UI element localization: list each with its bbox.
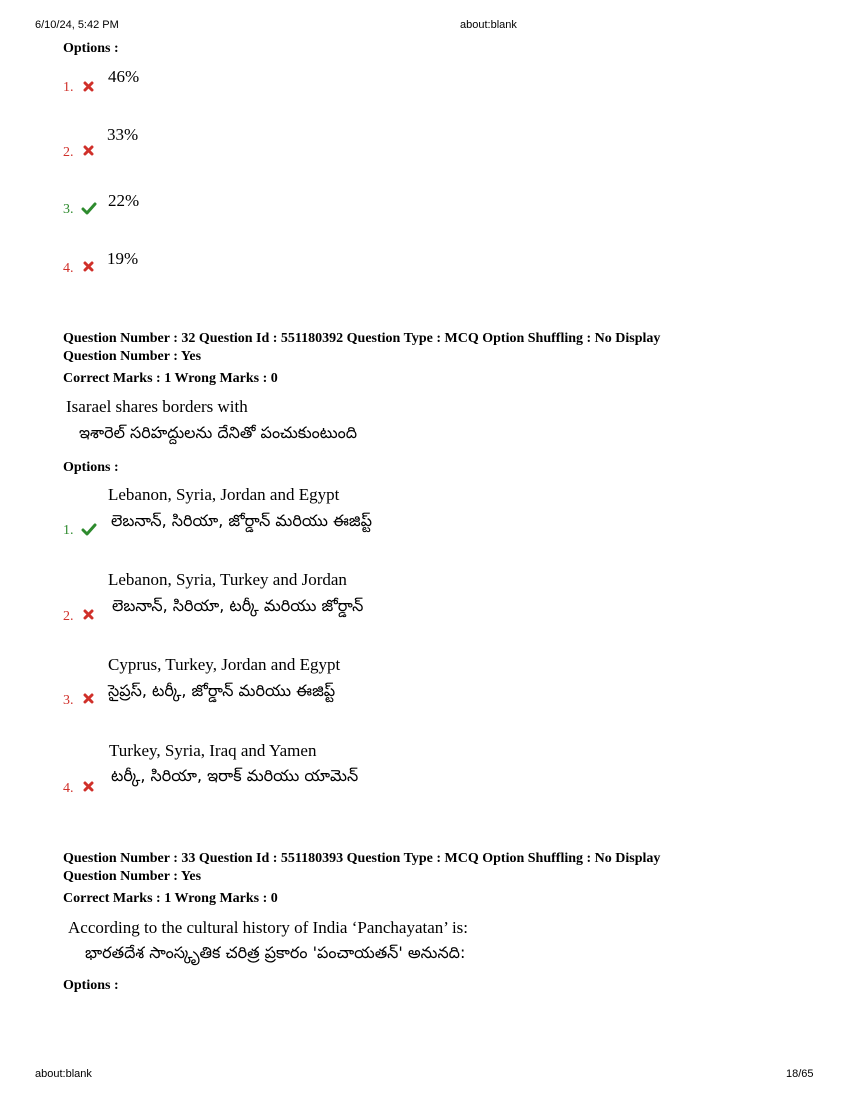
option-number: 1. — [63, 523, 74, 538]
option-text-telugu: సైప్రస్, టర్కీ, జోర్డాన్ మరియు ఈజిప్ట్ — [108, 681, 336, 700]
question-text-telugu: భారతదేశ సాంస్కృతిక చరిత్ర ప్రకారం 'పంచాయతన్' అనునది: — [85, 943, 466, 962]
option-text: 33% — [107, 125, 139, 144]
option-number: 1. — [63, 80, 74, 95]
option-number: 3. — [63, 693, 74, 708]
option-text-telugu: లెబనాన్, సిరియా, టర్కీ మరియు జోర్డాన్ — [112, 596, 364, 615]
options-label: Options : — [63, 41, 119, 56]
option-text-english: Cyprus, Turkey, Jordan and Egypt — [108, 655, 341, 674]
option-text: 19% — [107, 249, 139, 268]
check-icon — [81, 522, 97, 536]
cross-icon — [83, 261, 94, 272]
cross-icon — [83, 81, 94, 92]
options-label: Options : — [63, 978, 119, 993]
print-url-footer: about:blank — [35, 1068, 92, 1080]
question-meta-line1: Question Number : 33 Question Id : 551180393 Question Type : MCQ Option Shuffling : No Display — [63, 851, 661, 866]
option-number: 2. — [63, 145, 74, 160]
question-meta-line1: Question Number : 32 Question Id : 551180392 Question Type : MCQ Option Shuffling : No Display — [63, 331, 661, 346]
option-number: 2. — [63, 609, 74, 624]
question-text-english: Isarael shares borders with — [66, 397, 248, 416]
option-text-english: Lebanon, Syria, Turkey and Jordan — [108, 570, 347, 589]
option-text: 46% — [108, 67, 140, 86]
page-number: 18/65 — [786, 1068, 814, 1080]
question-text-telugu: ఇశారెల్ సరిహద్దులను దేనితో పంచుకుంటుంది — [79, 423, 358, 442]
cross-icon — [83, 609, 94, 620]
question-meta-line2: Question Number : Yes — [63, 869, 202, 884]
option-text: 22% — [108, 191, 140, 210]
question-text-english: According to the cultural history of India ‘Panchayatan’ is: — [68, 918, 469, 937]
check-icon — [81, 201, 97, 215]
option-text-english: Lebanon, Syria, Jordan and Egypt — [108, 485, 340, 504]
option-number: 4. — [63, 261, 74, 276]
option-text-english: Turkey, Syria, Iraq and Yamen — [109, 741, 317, 760]
question-marks: Correct Marks : 1 Wrong Marks : 0 — [63, 371, 278, 386]
cross-icon — [83, 145, 94, 156]
print-datetime: 6/10/24, 5:42 PM — [35, 19, 119, 31]
print-url-header: about:blank — [460, 19, 517, 31]
cross-icon — [83, 781, 94, 792]
question-meta-line2: Question Number : Yes — [63, 349, 202, 364]
option-number: 4. — [63, 781, 74, 796]
cross-icon — [83, 693, 94, 704]
option-text-telugu: టర్కీ, సిరియా, ఇరాక్ మరియు యామెన్ — [111, 766, 359, 785]
option-number: 3. — [63, 202, 74, 217]
options-label: Options : — [63, 460, 119, 475]
question-marks: Correct Marks : 1 Wrong Marks : 0 — [63, 891, 278, 906]
option-text-telugu: లెబనాన్, సిరియా, జోర్డాన్ మరియు ఈజిప్ట్ — [111, 511, 372, 530]
